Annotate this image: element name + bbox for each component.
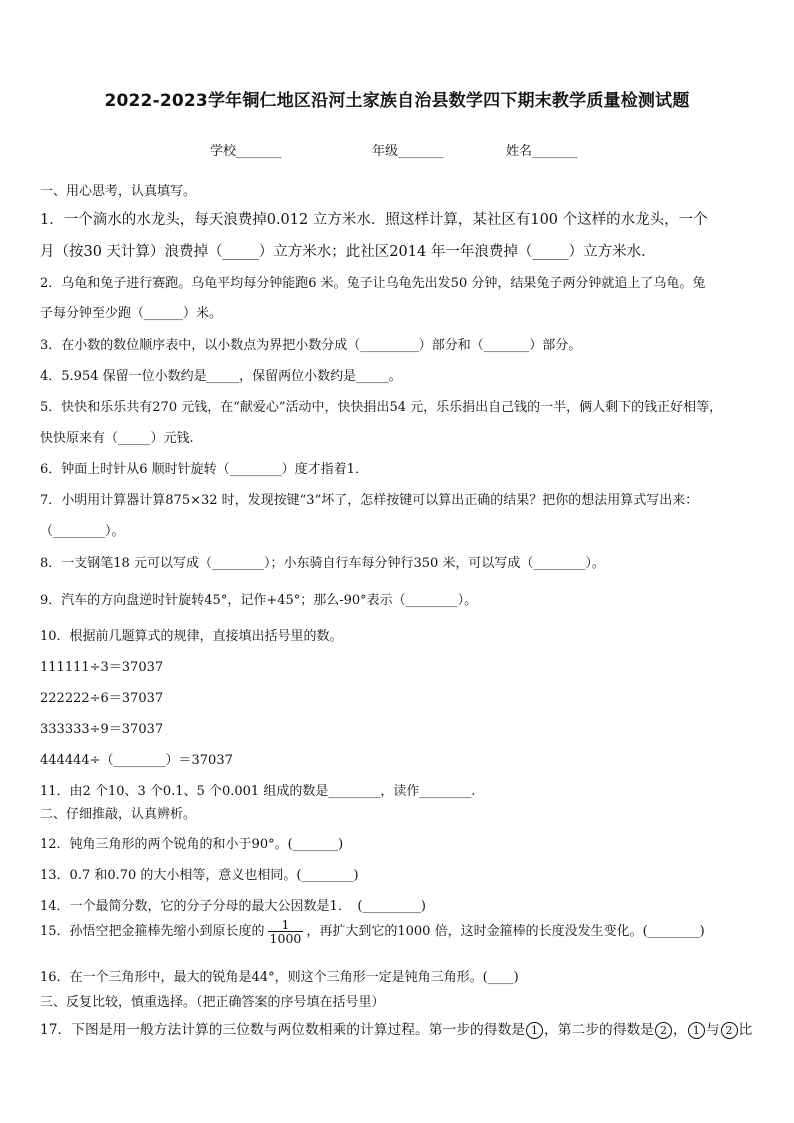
equation-3: 333333÷9＝37037 xyxy=(40,722,164,737)
question-1-line-2: 月（按30 天计算）浪费掉（_____）立方米水；此社区2014 年一年浪费掉（_____）立方米水． xyxy=(40,244,656,260)
question-10: 10．根据前几题算式的规律，直接填出括号里的数。 xyxy=(40,629,343,644)
question-6: 6．钟面上时针从6 顺时针旋转（________）度才指着1． xyxy=(40,462,368,477)
equation-4: 444444÷（________）＝37037 xyxy=(40,753,233,768)
question-17: 17．下图是用一般方法计算的三位数与两位数相乘的计算过程。第一步的得数是 1 ，第二步的得数是 2 ， 1 与 2 比 xyxy=(40,1022,753,1038)
section-3-heading: 三、反复比较，慎重选择。（把正确答案的序号填在括号里） xyxy=(40,995,385,1010)
section-1-heading: 一、用心思考，认真填写。 xyxy=(40,184,197,199)
question-17-and: 与 xyxy=(705,1022,720,1038)
fraction-denominator: 1000 xyxy=(269,931,302,947)
equation-1: 111111÷3＝37037 xyxy=(40,660,164,675)
question-16: 16．在一个三角形中，最大的锐角是44°，则这个三角形一定是钝角三角形。(____) xyxy=(40,970,519,985)
question-17-suffix: 比 xyxy=(738,1022,753,1038)
grade-field: 年级_______ xyxy=(372,144,444,159)
question-15-prefix: 15．孙悟空把金箍棒先缩小到原长度的 xyxy=(40,924,265,940)
question-3: 3．在小数的数位顺序表中，以小数点为界把小数分成（_________）部分和（_______）部分。 xyxy=(40,338,582,353)
question-14: 14．一个最简分数，它的分子分母的最大公因数是1． (_________) xyxy=(40,899,426,914)
question-1-line-1: 1．一个滴水的水龙头，每天浪费掉0.012 立方米水．照这样计算，某社区有100 个这样的水龙头，一个 xyxy=(40,212,708,228)
section-2-heading: 二、仔细推敲，认真辨析。 xyxy=(40,807,197,822)
circled-number-2: 2 xyxy=(655,1022,672,1039)
equation-2: 222222÷6＝37037 xyxy=(40,691,164,706)
question-13: 13．0.7 和0.70 的大小相等，意义也相同。(________) xyxy=(40,868,359,883)
question-17-prefix: 17．下图是用一般方法计算的三位数与两位数相乘的计算过程。第一步的得数是 xyxy=(40,1022,525,1038)
question-17-middle: ，第二步的得数是 xyxy=(544,1022,655,1038)
question-4: 4．5.954 保留一位小数约是_____，保留两位小数约是_____。 xyxy=(40,369,402,384)
circled-number-1: 1 xyxy=(526,1022,543,1039)
page-title: 2022-2023学年铜仁地区沿河土家族自治县数学四下期末教学质量检测试题 xyxy=(104,91,690,111)
fraction-numerator: 1 xyxy=(268,918,304,932)
circled-number-1b: 1 xyxy=(688,1022,705,1039)
question-9: 9．汽车的方向盘逆时针旋转45°，记作+45°；那么-90°表示（________）。 xyxy=(40,593,478,608)
question-7-line-2: （________）。 xyxy=(40,524,125,539)
school-field: 学校_______ xyxy=(210,144,282,159)
question-11: 11．由2 个10、3 个0.1、5 个0.001 组成的数是________，读作________. xyxy=(40,784,476,799)
question-7-line-1: 7．小明用计算器计算875×32 时，发现按键“3”坏了，怎样按键可以算出正确的结果？把你的想法用算式写出来： xyxy=(40,493,699,508)
circled-number-2b: 2 xyxy=(721,1022,738,1039)
question-5-line-2: 快快原来有（_____）元钱. xyxy=(40,431,194,446)
question-5-line-1: 5．快快和乐乐共有270 元钱，在“献爱心”活动中，快快捐出54 元，乐乐捐出自己钱的一半，俩人剩下的钱正好相等， xyxy=(40,400,723,415)
question-12: 12．钝角三角形的两个锐角的和小于90°。(_______) xyxy=(40,837,344,852)
name-field: 姓名_______ xyxy=(506,144,578,159)
fraction xyxy=(268,918,304,945)
question-2-line-1: 2．乌龟和兔子进行赛跑。乌龟平均每分钟能跑6 米。兔子让乌龟先出发50 分钟，结果兔子两分钟就追上了乌龟。兔 xyxy=(40,276,706,291)
question-15 xyxy=(40,918,705,945)
question-2-line-2: 子每分钟至少跑（______）米。 xyxy=(40,306,223,321)
question-8: 8．一支钢笔18 元可以写成（________）；小东骑自行车每分钟行350 米，可以写成（________）。 xyxy=(40,556,605,571)
question-15-suffix: ，再扩大到它的1000 倍，这时金箍棒的长度没发生变化。(________) xyxy=(306,924,705,940)
